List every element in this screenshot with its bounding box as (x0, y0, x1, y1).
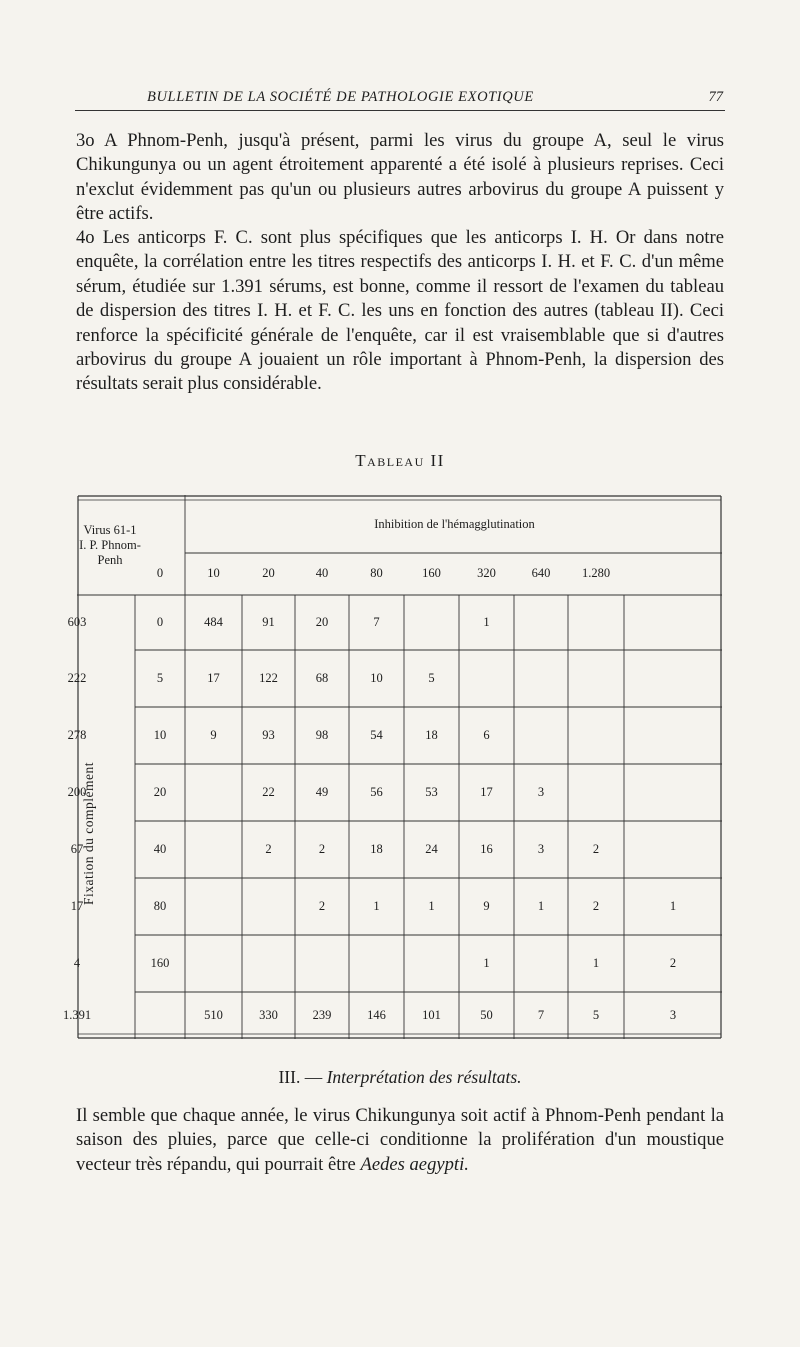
table-cell: 122 (259, 670, 278, 685)
table-cell: 18 (370, 841, 383, 856)
table-cell: 67 (70, 841, 84, 856)
row-label: 0 (156, 614, 164, 629)
table-cell: 93 (262, 727, 275, 742)
row-label: 5 (156, 670, 164, 685)
table-cell: 56 (370, 784, 383, 799)
page-header (75, 85, 725, 115)
table-cell: 239 (312, 1007, 332, 1022)
table-cell: 9 (483, 898, 490, 913)
section-heading (0, 1067, 800, 1088)
species-name: Aedes aegypti. (360, 1153, 469, 1175)
table-cell: 10 (370, 670, 383, 685)
table-cell: 24 (425, 841, 438, 856)
paragraph-4: 4o Les anticorps F. C. sont plus spécifiques que les anticorps I. H. Or dans notre enquête, la corrélation entre les titres respectifs des anticorps I. H. et F. C. d'un même sérum, étudiée sur 1.391 sérums, est bonne, comme il ressort de l'examen du tableau de dispersion des titres I. H. et F. C. les uns en fonction des autres (tableau II). Ceci renforce la spécificité générale de l'enquête, car il est vraisemblable que si d'autres arbovirus du groupe A jouaient un rôle important à Phnom-Penh, la dispersion des résultats serait plus considérable. (76, 227, 724, 395)
column-header: 40 (315, 566, 329, 580)
row-label: 10 (153, 727, 167, 742)
table-caption-text: Tableau II (355, 451, 445, 470)
corner-line-3: Penh (97, 553, 123, 567)
table-cell: 200 (67, 784, 87, 799)
table-cell: 2 (592, 841, 600, 856)
table-cell: 101 (422, 1007, 441, 1022)
table-cell: 330 (259, 1007, 278, 1022)
table-cell: 17 (207, 670, 220, 685)
section-title: Interprétation des résultats. (326, 1067, 522, 1087)
table-cell: 9 (210, 727, 217, 742)
column-group-label: Inhibition de l'hémagglutination (374, 517, 535, 531)
table-cell: 2 (318, 841, 326, 856)
section-numeral: III. — (278, 1067, 327, 1087)
table-cell: 2 (265, 841, 272, 856)
page-number: 77 (708, 89, 723, 105)
corner-line-1: Virus 61-1 (83, 523, 137, 537)
table-cell: 22 (262, 784, 275, 799)
table-cell: 49 (315, 784, 329, 799)
table-cell: 17 (480, 784, 493, 799)
table-corner-label (79, 523, 141, 568)
paragraph-interpretation-text: Il semble que chaque année, le virus Chikungunya soit actif à Phnom-Penh pendant la saison des pluies, parce que celle-ci conditionne la prolifération d'un moustique vecteur très répandu, qui pourrait être Aedes aegypti. (76, 1105, 724, 1175)
table-cell: 2 (318, 898, 326, 913)
table-cell: 1 (483, 955, 490, 970)
paragraph-interpretation (76, 1104, 724, 1177)
table-cell: 20 (315, 614, 329, 629)
table-cell: 68 (315, 670, 329, 685)
column-header: 1.280 (581, 566, 611, 580)
dispersion-table: Virus 61-1 I. P. Phnom- Penh Inhibition de l'hémagglutination Fixation du complément 0 10 20 40 80 160 320 640 1.280 0 484 91 20 7 1 603 5 17 122 68 10 5 222 10 9 93 98 54 18 6 278 20 22 49 56 53 17 3 200 40 2 2 18 24 16 3 2 67 80 2 1 1 9 1 2 1 17 160 1 1 2 4 510 330 239 146 101 50 7 5 3 1.391 (77, 495, 722, 1039)
header-rule (75, 110, 725, 111)
table-cell: 2 (592, 898, 600, 913)
column-header: 80 (370, 566, 383, 580)
table-cell: 1 (483, 614, 490, 629)
table-cell: 603 (67, 614, 87, 629)
table-cell: 3 (669, 1007, 677, 1022)
row-label: 160 (150, 955, 170, 970)
corner-line-2: I. P. Phnom- (79, 538, 141, 552)
table-cell: 18 (425, 727, 438, 742)
table-cell: 222 (67, 670, 87, 685)
table-cell: 5 (592, 1007, 600, 1022)
table-cell: 146 (367, 1007, 386, 1022)
table-cell: 5 (428, 670, 435, 685)
row-label: 40 (153, 841, 167, 856)
column-header: 10 (207, 566, 220, 580)
column-header: 640 (531, 566, 551, 580)
table-caption (0, 451, 800, 471)
table-cell: 16 (480, 841, 493, 856)
table-cell: 1.391 (62, 1007, 92, 1022)
row-label: 20 (153, 784, 167, 799)
table-cell: 1 (592, 955, 600, 970)
table-cell: 278 (67, 727, 87, 742)
table-cell: 98 (315, 727, 329, 742)
column-header: 20 (262, 566, 275, 580)
column-header: 160 (422, 566, 441, 580)
table-cell: 3 (537, 784, 545, 799)
running-title: BULLETIN DE LA SOCIÉTÉ DE PATHOLOGIE EXOTIQUE (147, 89, 534, 105)
table-cell: 1 (669, 898, 677, 913)
table-cell: 4 (73, 955, 81, 970)
row-label: 80 (153, 898, 167, 913)
table-cell: 7 (537, 1007, 545, 1022)
column-header: 320 (477, 566, 496, 580)
table-cell: 50 (480, 1007, 493, 1022)
table-cell: 1 (537, 898, 545, 913)
paragraph-3: 3o A Phnom-Penh, jusqu'à présent, parmi les virus du groupe A, seul le virus Chikungunya ou un agent étroitement apparenté a été isolé à plusieurs reprises. Ceci n'exclut évidemment pas qu'un ou plusieurs autres arbovirus du groupe A puissent y être actifs. (76, 130, 724, 225)
table-grid (77, 495, 722, 1039)
table-cell: 510 (204, 1007, 223, 1022)
table-cell: 54 (370, 727, 383, 742)
table-cell: 1 (428, 898, 435, 913)
table-cell: 17 (70, 898, 84, 913)
table-cell: 53 (425, 784, 438, 799)
table-cell: 7 (373, 614, 380, 629)
table-cell: 91 (262, 614, 275, 629)
table-cell: 484 (204, 614, 223, 629)
table-cell: 2 (669, 955, 677, 970)
table-cell: 6 (483, 727, 490, 742)
table-cell: 1 (373, 898, 380, 913)
table-cell: 3 (537, 841, 545, 856)
column-header: 0 (156, 566, 164, 580)
